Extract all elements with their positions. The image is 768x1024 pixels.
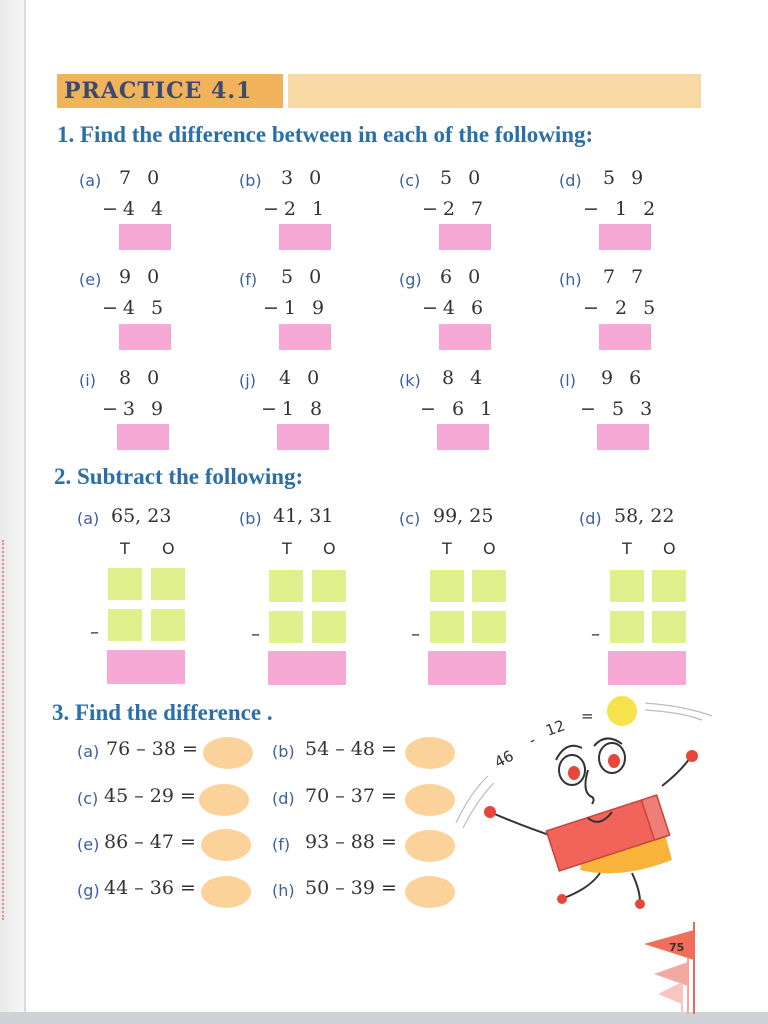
q1-subtrahend: − 5 3: [580, 398, 658, 420]
q2-answer-box[interactable]: [608, 651, 686, 685]
q1-subtrahend: −2 1: [263, 198, 330, 220]
q2-answer-box[interactable]: [268, 651, 346, 685]
q1-item-label: (a): [79, 171, 102, 190]
q1-answer-box[interactable]: [597, 424, 649, 450]
q3-expression: 76 – 38 =: [106, 738, 198, 760]
ones-header: O: [323, 539, 336, 558]
q1-answer-box[interactable]: [599, 224, 651, 250]
q1-title: 1. Find the difference between in each of the following:: [57, 122, 594, 147]
q2-answer-box[interactable]: [107, 650, 185, 684]
q2-number-pair: 99, 25: [433, 505, 494, 527]
q2-item-label: (d): [579, 509, 602, 528]
ones-tile[interactable]: [312, 570, 346, 602]
q1-subtrahend: −1 9: [263, 297, 330, 319]
motion-line: [456, 776, 488, 823]
practice-title: PRACTICE 4.1: [64, 78, 253, 104]
q3-answer-oval[interactable]: [203, 737, 253, 769]
q1-minuend: 8 4: [442, 367, 488, 389]
q1-minuend: 7 7: [603, 266, 649, 288]
q3-expression: 54 – 48 =: [305, 738, 397, 760]
q1-subtrahend: − 2 5: [583, 297, 661, 319]
q3-answer-oval[interactable]: [201, 829, 251, 861]
ones-tile[interactable]: [652, 611, 686, 643]
q3-expression: 86 – 47 =: [104, 831, 196, 853]
tens-tile[interactable]: [610, 611, 644, 643]
tens-tile[interactable]: [108, 609, 142, 641]
q3-item-label: (c): [77, 789, 99, 808]
ones-header: O: [483, 539, 496, 558]
q3-expression: 70 – 37 =: [305, 785, 397, 807]
q3-answer-oval[interactable]: [201, 876, 251, 908]
tens-header: T: [622, 539, 632, 558]
q2-number-pair: 41, 31: [273, 505, 334, 527]
tens-tile[interactable]: [430, 570, 464, 602]
q1-item-label: (k): [399, 371, 421, 390]
q2-item-label: (c): [399, 509, 421, 528]
q1-subtrahend: −3 9: [102, 398, 169, 420]
illustration-minus: -: [525, 731, 539, 750]
q1-answer-box[interactable]: [599, 324, 651, 350]
q3-item-label: (h): [272, 881, 295, 900]
q3-item-label: (a): [77, 742, 100, 761]
q3-expression: 93 – 88 =: [305, 831, 397, 853]
q3-item-label: (b): [272, 742, 295, 761]
q1-item-label: (j): [239, 371, 256, 390]
motion-line: [645, 710, 702, 720]
tens-header: T: [282, 539, 292, 558]
q1-item-label: (l): [559, 371, 576, 390]
q3-expression: 45 – 29 =: [104, 785, 196, 807]
q2-number-pair: 58, 22: [614, 505, 675, 527]
q1-item-label: (c): [399, 171, 421, 190]
q3-item-label: (e): [77, 835, 100, 854]
ones-tile[interactable]: [151, 609, 185, 641]
q1-minuend: 9 6: [601, 367, 647, 389]
ones-header: O: [162, 539, 175, 558]
q1-answer-box[interactable]: [437, 424, 489, 450]
q2-item-label: (b): [239, 509, 262, 528]
q1-subtrahend: −1 8: [261, 398, 328, 420]
tens-tile[interactable]: [269, 611, 303, 643]
ones-tile[interactable]: [151, 568, 185, 600]
q1-answer-box[interactable]: [279, 224, 331, 250]
q2-title: 2. Subtract the following:: [54, 464, 304, 489]
page-flags-icon: [640, 922, 700, 1014]
q2-answer-box[interactable]: [428, 651, 506, 685]
illustration-equals: =: [581, 707, 594, 725]
minus-sign: –: [411, 624, 420, 645]
q1-minuend: 5 0: [281, 266, 327, 288]
tens-tile[interactable]: [430, 611, 464, 643]
tens-tile[interactable]: [269, 570, 303, 602]
minus-sign: –: [591, 624, 600, 645]
q3-title: 3. Find the difference .: [52, 700, 273, 725]
illustration-number-left: 46: [491, 746, 517, 772]
tens-tile[interactable]: [610, 570, 644, 602]
q1-item-label: (i): [79, 371, 96, 390]
q3-answer-oval[interactable]: [199, 784, 249, 816]
q1-subtrahend: −2 7: [422, 198, 489, 220]
q1-item-label: (d): [559, 171, 582, 190]
ones-tile[interactable]: [472, 570, 506, 602]
eraser-mascot-illustration: [440, 688, 740, 923]
yellow-ball-icon: [607, 696, 637, 726]
q3-expression: 50 – 39 =: [305, 877, 397, 899]
q3-item-label: (f): [272, 835, 291, 854]
ones-tile[interactable]: [472, 611, 506, 643]
q1-subtrahend: −4 4: [102, 198, 169, 220]
ones-tile[interactable]: [312, 611, 346, 643]
q1-minuend: 3 0: [281, 167, 327, 189]
q1-answer-box[interactable]: [439, 224, 491, 250]
illustration-number-right: 12: [543, 716, 568, 740]
q1-subtrahend: −4 5: [102, 297, 169, 319]
ones-header: O: [663, 539, 676, 558]
q1-subtrahend: −4 6: [422, 297, 489, 319]
q3-expression: 44 – 36 =: [104, 877, 196, 899]
banner-strip: [288, 74, 701, 108]
q1-answer-box[interactable]: [439, 324, 491, 350]
q1-minuend: 4 0: [279, 367, 325, 389]
q1-answer-box[interactable]: [117, 424, 169, 450]
q3-item-label: (g): [77, 881, 100, 900]
q2-number-pair: 65, 23: [111, 505, 172, 527]
q1-minuend: 5 9: [603, 167, 649, 189]
q1-item-label: (e): [79, 270, 102, 289]
q1-answer-box[interactable]: [277, 424, 329, 450]
margin-dotted-line: [2, 540, 6, 920]
q1-minuend: 9 0: [119, 266, 165, 288]
ones-tile[interactable]: [652, 570, 686, 602]
q1-minuend: 7 0: [119, 167, 165, 189]
q1-subtrahend: − 6 1: [420, 398, 498, 420]
minus-sign: –: [251, 624, 260, 645]
q1-item-label: (f): [239, 270, 258, 289]
q1-item-label: (h): [559, 270, 582, 289]
q1-minuend: 5 0: [440, 167, 486, 189]
page-binding-line: [24, 0, 26, 1024]
q1-answer-box[interactable]: [279, 324, 331, 350]
q1-item-label: (b): [239, 171, 262, 190]
tens-header: T: [120, 539, 130, 558]
q1-answer-box[interactable]: [119, 224, 171, 250]
q1-answer-box[interactable]: [119, 324, 171, 350]
minus-sign: –: [90, 622, 99, 643]
q1-minuend: 6 0: [440, 266, 486, 288]
page-number: 75: [669, 941, 685, 954]
q1-minuend: 8 0: [119, 367, 165, 389]
q1-subtrahend: − 1 2: [583, 198, 661, 220]
q1-item-label: (g): [399, 270, 422, 289]
q3-item-label: (d): [272, 789, 295, 808]
motion-line: [463, 783, 494, 828]
tens-header: T: [442, 539, 452, 558]
tens-tile[interactable]: [108, 568, 142, 600]
q2-item-label: (a): [77, 509, 100, 528]
